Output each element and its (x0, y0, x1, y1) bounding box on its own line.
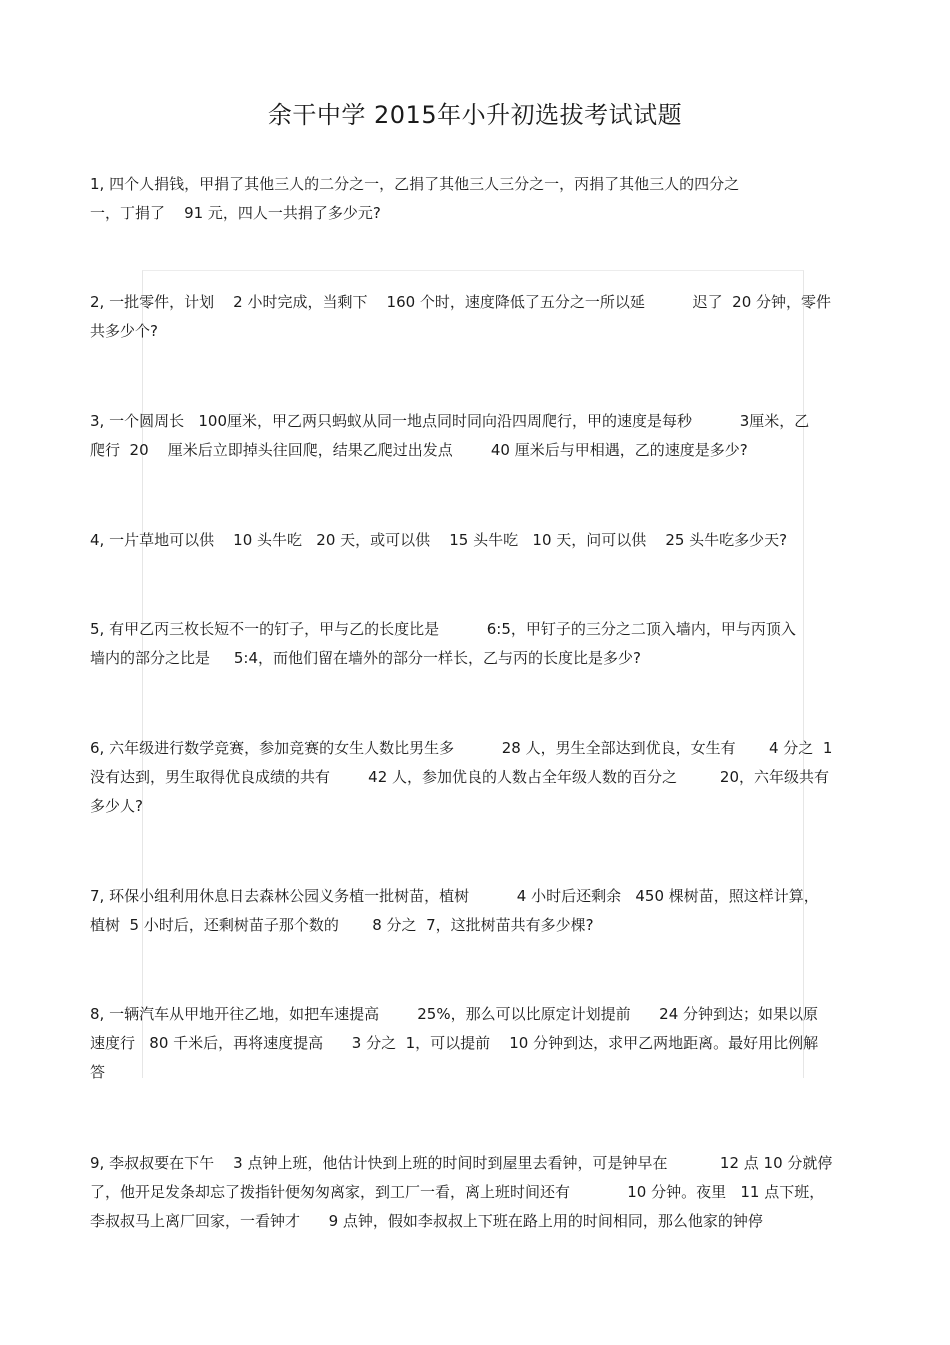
scan-frame (142, 270, 804, 1078)
question-line: 没有达到，男生取得优良成绩的共有 42 人，参加优良的人数占全年级人数的百分之 20，六年级共有 (90, 768, 830, 786)
question-line: 一，丁捐了 91 元，四人一共捐了多少元? (90, 204, 381, 222)
question-line: 7, 环保小组利用休息日去森林公园义务植一批树苗，植树 4 小时后还剩余 450 棵树苗，照这样计算， (90, 887, 819, 905)
question-line: 8, 一辆汽车从甲地开往乙地，如把车速提高 25%，那么可以比原定计划提前 24 分钟到达；如果以原 (90, 1005, 819, 1023)
question-7 (90, 882, 865, 940)
question-line: 6, 六年级进行数学竞赛，参加竞赛的女生人数比男生多 28 人，男生全部达到优良，女生有 4 分之 1 (90, 739, 833, 757)
question-line: 答 (90, 1063, 106, 1081)
question-line: 1, 四个人捐钱，甲捐了其他三人的二分之一，乙捐了其他三人三分之一，丙捐了其他三人的四分之 (90, 175, 740, 193)
question-line: 多少人? (90, 797, 143, 815)
question-line: 速度行 80 千米后，再将速度提高 3 分之 1，可以提前 10 分钟到达，求甲乙两地距离。最好用比例解 (90, 1034, 819, 1052)
question-5 (90, 615, 865, 673)
question-line: 植树 5 小时后，还剩树苗子那个数的 8 分之 7，这批树苗共有多少棵? (90, 916, 594, 934)
question-line: 李叔叔马上离厂回家，一看钟才 9 点钟，假如李叔叔上下班在路上用的时间相同，那么他家的钟停 (90, 1212, 763, 1230)
question-line: 爬行 20 厘米后立即掉头往回爬，结果乙爬过出发点 40 厘米后与甲相遇，乙的速度是多少? (90, 441, 748, 459)
question-line: 4, 一片草地可以供 10 头牛吃 20 天，或可以供 15 头牛吃 10 天，问可以供 25 头牛吃多少天? (90, 531, 788, 549)
page-title: 余干中学 2015年小升初选拔考试试题 (267, 101, 683, 129)
question-9 (90, 1149, 865, 1236)
question-6 (90, 734, 865, 821)
question-line: 3, 一个圆周长 100厘米，甲乙两只蚂蚁从同一地点同时同向沿四周爬行，甲的速度是每秒 3厘米，乙 (90, 412, 810, 430)
question-line: 2, 一批零件，计划 2 小时完成，当剩下 160 个时，速度降低了五分之一所以延 迟了 20 分钟，零件 (90, 293, 832, 311)
question-2 (90, 288, 865, 346)
question-line: 了，他开足发条却忘了拨指针便匆匆离家，到工厂一看，离上班时间还有 10 分钟。夜里 11 点下班， (90, 1183, 825, 1201)
question-line: 共多少个? (90, 322, 158, 340)
question-8 (90, 1000, 865, 1087)
question-line: 5, 有甲乙丙三枚长短不一的钉子，甲与乙的长度比是 6:5，甲钉子的三分之二顶入墙内，甲与丙顶入 (90, 620, 796, 638)
question-3 (90, 407, 865, 465)
question-1 (90, 170, 865, 228)
question-4 (90, 526, 865, 555)
question-line: 墙内的部分之比是 5:4，而他们留在墙外的部分一样长，乙与丙的长度比是多少? (90, 649, 641, 667)
question-line: 9, 李叔叔要在下午 3 点钟上班，他估计快到上班的时间时到屋里去看钟，可是钟早在 12 点 10 分就停 (90, 1154, 833, 1172)
